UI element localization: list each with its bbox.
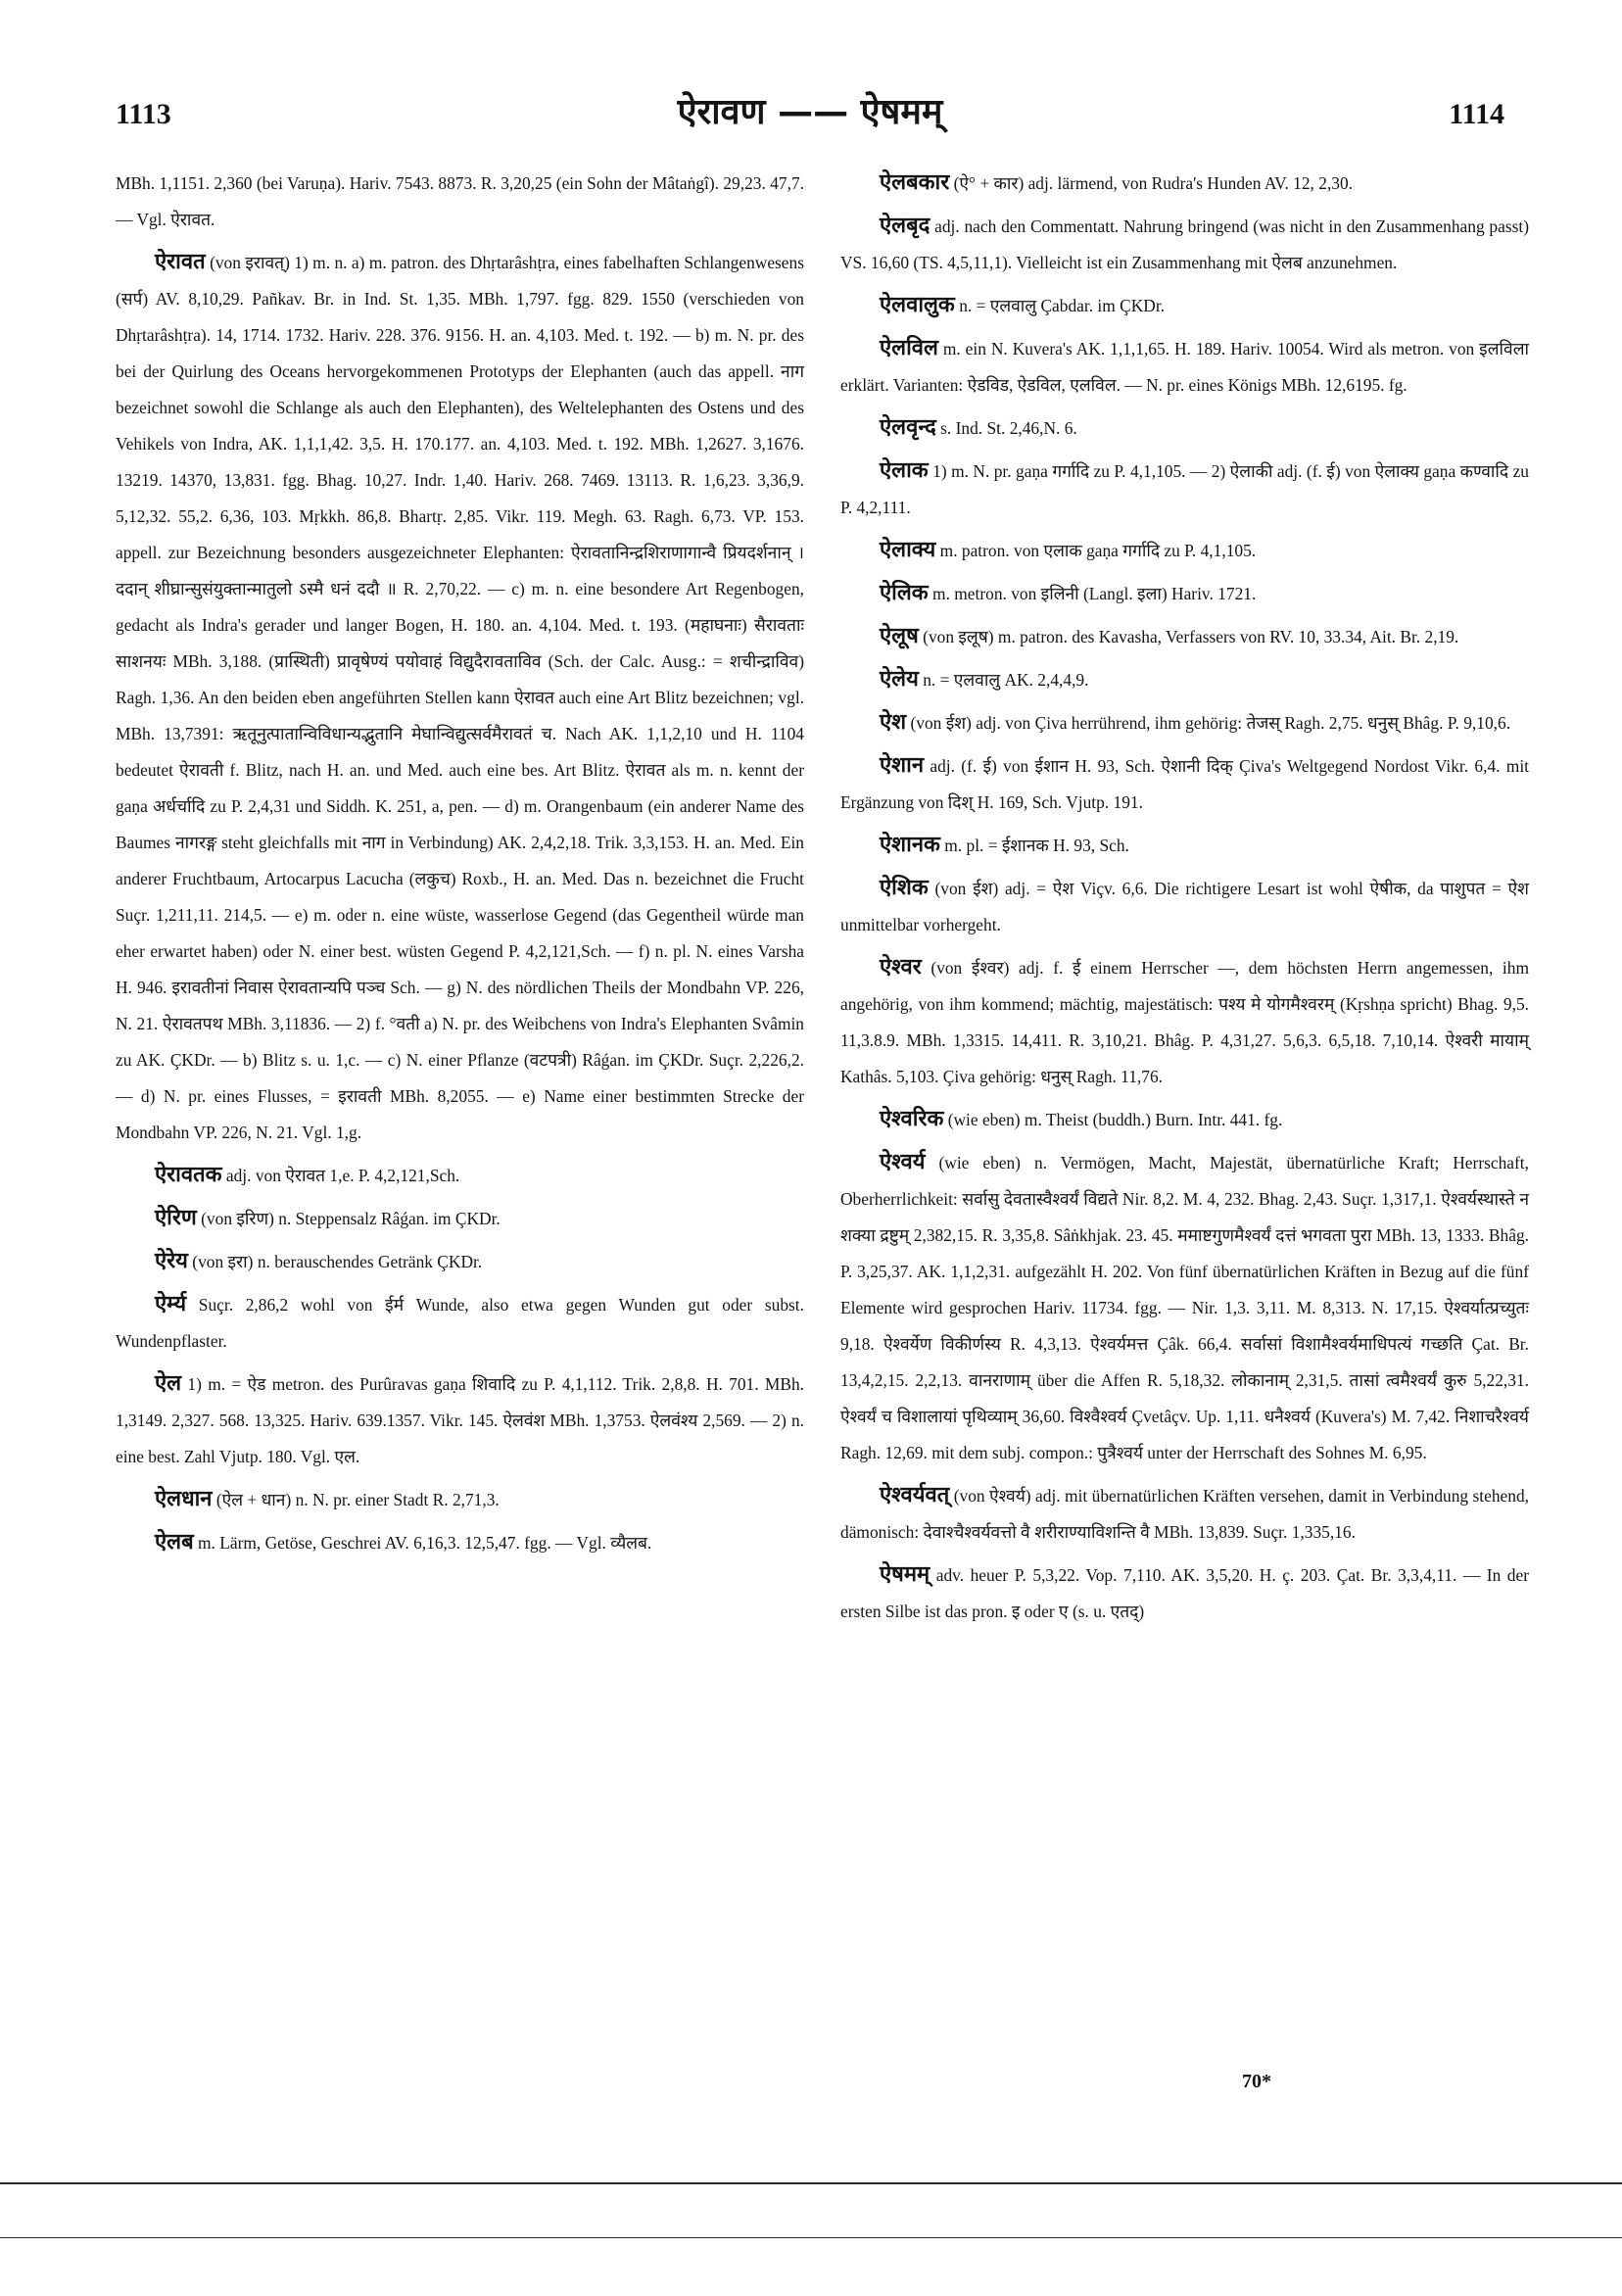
dictionary-entry bbox=[840, 165, 1529, 202]
entry-text: (ऐल + धान) n. N. pr. einer Stadt R. 2,71,3. bbox=[215, 1490, 500, 1509]
dictionary-entry bbox=[840, 409, 1529, 447]
entry-text: adj. von ऐरावत 1,e. P. 4,2,121,Sch. bbox=[225, 1166, 460, 1185]
entry-headword: ऐरावतक bbox=[155, 1163, 222, 1187]
entry-text: 1) m. = ऐड metron. des Purûravas gaṇa शिवादि zu P. 4,1,112. Trik. 2,8,8. H. 701. MBh. 1,3149. 2,327. 568. 13,325. Hariv. 639.1357. Vikr. 145. ऐलवंश MBh. 1,3753. ऐलवंश्य 2,569. — 2) n. eine best. Zahl Vjutp. 180. Vgl. एल. bbox=[116, 1374, 804, 1466]
entry-headword: ऐशानक bbox=[880, 833, 940, 857]
entry-text: n. = एलवालु AK. 2,4,4,9. bbox=[923, 670, 1089, 690]
entry-text: (von ईश) adj. = ऐश Viçv. 6,6. Die richtigere Lesart ist wohl ऐषीक, da पाशुपत = ऐश unmittelbar vorhergeht. bbox=[840, 879, 1529, 934]
entry-text: (wie eben) m. Theist (buddh.) Burn. Intr. 441. fg. bbox=[947, 1110, 1283, 1129]
dictionary-entry bbox=[840, 618, 1529, 655]
bottom-rule-thin bbox=[0, 2237, 1622, 2238]
entry-headword: ऐलवृन्द bbox=[880, 415, 936, 440]
entry-headword: ऐलूष bbox=[880, 624, 919, 648]
entry-headword: ऐश्वर्य bbox=[880, 1150, 926, 1174]
dictionary-entry bbox=[116, 165, 804, 238]
entry-headword: ऐर्म्य bbox=[155, 1292, 187, 1316]
entry-text: (von इलूष) m. patron. des Kavasha, Verfassers von RV. 10, 33.34, Ait. Br. 2,19. bbox=[923, 627, 1459, 646]
left-column bbox=[116, 165, 804, 1567]
signature-mark: 70* bbox=[1242, 2071, 1271, 2092]
entry-headword: ऐलेय bbox=[880, 667, 919, 692]
dictionary-entry bbox=[116, 1524, 804, 1561]
entry-headword: ऐलिक bbox=[880, 581, 929, 605]
entry-headword: ऐलाक bbox=[880, 458, 929, 483]
entry-text: (von इरावत्) 1) m. n. a) m. patron. des Dhṛtarâshṭra, eines fabelhaften Schlangenwesens (सर्प) AV. 8,10,29. Pañkav. Br. in Ind. St. 1,35. MBh. 1,797. fgg. 829. 1550 (verschieden von Dhṛtarâshṭra). 14, 1714. 1732. Hariv. 228. 376. 9156. H. an. 4,103. Med. t. 192. — b) m. N. pr. des bei der Quirlung des Oceans hervorgekommenen Prototyps der Elephanten (auch das appell. नाग bezeichnet sowohl die Schlange als auch den Elephanten), des Weltelephanten des Ostens und des Vehikels von Indra, AK. 1,1,1,42. 3,5. H. 170.177. an. 4,103. Med. t. 192. MBh. 1,2627. 3,1676. 13219. 14370, 13,831. fgg. Bhag. 10,27. Indr. 1,40. Hariv. 268. 7469. 13113. R. 1,6,23. 3,36,9. 5,12,32. 55,2. 6,36, 103. Mṛkkh. 86,8. Bhartṛ. 2,85. Vikr. 119. Megh. 63. Ragh. 6,73. VP. 153. appell. zur Bezeichnung besonders ausgezeichneter Elephanten: ऐरावतानिन्द्रशिराणागान्वै प्रियदर्शनान् । ददान् शीघ्रान्सुसंयुक्तान्मातुलो ऽस्मै धनं ददौ ॥ R. 2,70,22. — c) m. n. eine besondere Art Regenbogen, gedacht als Indra's gerader und langer Bogen, H. 180. an. 4,104. Med. t. 193. (महाघनाः) सैरावताः साशनयः MBh. 3,188. (प्रास्थिती) प्रावृषेण्यं पयोवाहं विद्युदैरावताविव (Sch. der Calc. Ausg.: = शचीन्द्राविव) Ragh. 1,36. An den beiden eben angeführten Stellen kann ऐरावत auch eine Art Blitz bezeichnen; vgl. MBh. 13,7391: ऋतूनुत्पातान्विविधान्यद्भुतानि मेघान्विद्युत्सर्वमैरावतं च. Nach AK. 1,1,2,10 und H. 1104 bedeutet ऐरावती f. Blitz, nach H. an. und Med. auch eine bes. Art Blitz. ऐरावत als m. n. kennt der gaṇa अर्धर्चादि zu P. 2,4,31 und Siddh. K. 251, a, pen. — d) m. Orangenbaum (ein anderer Name des Baumes नागरङ्ग steht gleichfalls mit नाग in Verbindung) AK. 2,4,2,18. Trik. 3,3,153. H. an. Med. Ein anderer Fruchtbaum, Artocarpus Lacucha (लकुच) Roxb., H. an. Med. Das n. bezeichnet die Frucht Suçr. 1,211,11. 214,5. — e) m. oder n. eine wüste, wasserlose Gegend (das Gegentheil würde man eher erwartet haben) oder N. einer best. wüsten Gegend P. 4,2,121,Sch. — f) n. pl. N. eines Varsha H. 946. इरावतीनां निवास ऐरावतान्यपि पञ्च Sch. — g) N. des nördlichen Theils der Mondbahn VP. 226, N. 21. ऐरावतपथ MBh. 3,11836. — 2) f. °वती a) N. pr. des Weibchens von Indra's Elephanten Svâmin zu AK. ÇKDr. — b) Blitz s. u. 1,c. — c) N. einer Pflanze (वटपत्री) Râǵan. im ÇKDr. Suçr. 2,226,2. — d) N. pr. eines Flusses, = इरावती MBh. 8,2055. — e) Name einer bestimmten Strecke der Mondbahn VP. 226, N. 21. Vgl. 1,g. bbox=[116, 253, 804, 1142]
entry-text: adj. (f. ई) von ईशान H. 93, Sch. ऐशानी दिक् Çiva's Weltgegend Nordost Vikr. 6,4. mit Ergänzung von दिश् H. 169, Sch. Vjutp. 191. bbox=[840, 756, 1529, 812]
entry-headword: ऐश्वरिक bbox=[880, 1107, 944, 1131]
entry-text: (von इरिण) n. Steppensalz Râǵan. im ÇKDr. bbox=[201, 1209, 501, 1228]
dictionary-entry bbox=[840, 575, 1529, 612]
entry-headword: ऐलविल bbox=[880, 336, 938, 360]
entry-text: n. = एलवालु Çabdar. im ÇKDr. bbox=[959, 296, 1166, 315]
page-header bbox=[116, 86, 1504, 145]
entry-text: 1) m. N. pr. gaṇa गर्गादि zu P. 4,1,105. — 2) ऐलाकी adj. (f. ई) von ऐलाक्य gaṇa कण्वादि zu P. 4,2,111. bbox=[840, 461, 1529, 517]
dictionary-entry bbox=[840, 453, 1529, 526]
entry-headword: ऐलब bbox=[155, 1530, 194, 1555]
entry-headword: ऐलबृद bbox=[880, 214, 930, 238]
bottom-rule bbox=[0, 2182, 1622, 2184]
entry-text: (wie eben) n. Vermögen, Macht, Majestät, übernatürliche Kraft; Herrschaft, Oberherrlichkeit: सर्वासु देवतास्वैश्वर्यं विद्यते Nir. 8,2. M. 4, 232. Bhag. 2,43. Suçr. 1,317,1. ऐश्वर्यस्थास्ते न शक्या द्रष्टुम् 2,382,15. R. 3,35,8. Sâṅkhjak. 23. 45. ममाष्टगुणमैश्वर्यं दत्तं भगवता पुरा MBh. 13, 1333. Bhâg. P. 3,25,37. AK. 1,1,2,31. aufgezählt H. 202. Von fünf übernatürlichen Kräften in Bezug auf die fünf Elemente wird gesprochen Hariv. 11734. fgg. — Nir. 1,3. 3,11. M. 8,313. N. 17,15. ऐश्वर्यात्प्रच्युतः 9,18. ऐश्वर्येण विकीर्णस्य R. 4,3,13. ऐश्वर्यमत्त Çâk. 66,4. सर्वासां विशामैश्वर्यमाधिपत्यं गच्छति Çat. Br. 13,4,2,15. 2,2,13. वानराणाम् über die Affen R. 5,18,32. लोकानाम् 2,31,5. तासां त्वमैश्वर्यं कुरु 5,22,31. ऐश्वर्यं च विशालायां पृथिव्याम् 36,60. विश्वैश्वर्य Çvetâçv. Up. 1,11. धनैश्वर्य (Kuvera's) M. 7,42. निशाचरैश्वर्य Ragh. 12,69. mit dem subj. compon.: पुत्रैश्वर्य unter der Herrschaft des Sohnes M. 6,95. bbox=[840, 1153, 1529, 1462]
entry-text: m. pl. = ईशानक H. 93, Sch. bbox=[944, 836, 1129, 855]
dictionary-entry bbox=[116, 1286, 804, 1360]
left-page-number: 1113 bbox=[116, 98, 171, 130]
dictionary-entry bbox=[840, 1477, 1529, 1551]
entry-headword: ऐश्वर्यवत् bbox=[880, 1483, 950, 1507]
dictionary-entry bbox=[840, 1101, 1529, 1138]
entry-headword: ऐषमम् bbox=[880, 1562, 930, 1587]
entry-text: adj. nach den Commentatt. Nahrung bringend (was nicht in den Zusammenhang passt) VS. 16,60 (TS. 4,5,11,1). Vielleicht ist ein Zusammenhang mit ऐलब anzunehmen. bbox=[840, 216, 1529, 272]
entry-text: (von ईश) adj. von Çiva herrührend, ihm gehörig: तेजस् Ragh. 2,75. धनुस् Bhâg. P. 9,10,6. bbox=[910, 713, 1511, 733]
dictionary-entry bbox=[116, 1365, 804, 1475]
entry-text: m. patron. von एलाक gaṇa गर्गादि zu P. 4,1,105. bbox=[939, 541, 1257, 560]
entry-text: (von ईश्वर) adj. f. ई einem Herrscher —, dem höchsten Herrn angemessen, ihm angehörig, von ihm kommend; mächtig, majestätisch: पश्य मे योगमैश्वरम् (Kṛshṇa spricht) Bhag. 9,5. 11,3.8.9. MBh. 1,3315. 14,411. R. 3,10,21. Bhâg. P. 4,31,27. 5,6,3. 6,5,18. 7,10,14. ऐश्वरी मायाम् Kathâs. 5,103. Çiva gehörig: धनुस् Ragh. 11,76. bbox=[840, 958, 1529, 1086]
entry-text: (ऐ° + कार) adj. lärmend, von Rudra's Hunden AV. 12, 2,30. bbox=[953, 173, 1354, 193]
dictionary-entry bbox=[840, 208, 1529, 281]
entry-text: m. metron. von इलिनी (Langl. इला) Hariv. 1721. bbox=[932, 584, 1257, 603]
entry-headword: ऐलबकार bbox=[880, 170, 950, 195]
dictionary-entry bbox=[116, 1200, 804, 1237]
entry-headword: ऐलधान bbox=[155, 1487, 213, 1511]
dictionary-entry bbox=[840, 661, 1529, 698]
dictionary-entry bbox=[116, 1157, 804, 1194]
dictionary-entry bbox=[116, 1243, 804, 1280]
dictionary-entry bbox=[116, 244, 804, 1151]
entry-headword: ऐरिण bbox=[155, 1206, 197, 1230]
right-page-number: 1114 bbox=[1449, 98, 1504, 130]
dictionary-entry bbox=[840, 330, 1529, 404]
entry-text: (von इरा) n. berauschendes Getränk ÇKDr. bbox=[192, 1252, 483, 1271]
entry-headword: ऐश्वर bbox=[880, 955, 922, 980]
dictionary-entry bbox=[840, 287, 1529, 324]
entry-headword: ऐलवालुक bbox=[880, 293, 955, 317]
dictionary-entry bbox=[840, 704, 1529, 741]
entry-headword: ऐल bbox=[155, 1371, 182, 1396]
entry-text: m. Lärm, Getöse, Geschrei AV. 6,16,3. 12,5,47. fgg. — Vgl. व्यैलब. bbox=[198, 1533, 652, 1553]
dictionary-entry bbox=[840, 870, 1529, 943]
entry-text: s. Ind. St. 2,46,N. 6. bbox=[940, 418, 1077, 438]
dictionary-entry bbox=[840, 532, 1529, 569]
entry-text: (von ऐश्वर्य) adj. mit übernatürlichen Kräften versehen, damit in Verbindung stehend, dämonisch: देवाश्चैश्वर्यवत्तो वै शरीराण्याविशन्ति वै MBh. 13,839. Suçr. 1,335,16. bbox=[840, 1486, 1529, 1542]
dictionary-entry bbox=[840, 827, 1529, 864]
entry-headword: ऐरावत bbox=[155, 250, 206, 274]
entry-text: Suçr. 2,86,2 wohl von ईर्म Wunde, also etwa gegen Wunden gut oder subst. Wundenpflaster. bbox=[116, 1295, 804, 1351]
entry-text: adv. heuer P. 5,3,22. Vop. 7,110. AK. 3,5,20. H. ç. 203. Çat. Br. 3,3,4,11. — In der ersten Silbe ist das pron. इ oder ए (s. u. एतद्) bbox=[840, 1565, 1530, 1621]
entry-headword: ऐशिक bbox=[880, 876, 929, 900]
dictionary-entry bbox=[840, 747, 1529, 821]
entry-text: m. ein N. Kuvera's AK. 1,1,1,65. H. 189. Hariv. 10054. Wird als metron. von इलविला erklärt. Varianten: ऐडविड, ऐडविल, एलविल. — N. pr. eines Königs MBh. 12,6195. fg. bbox=[840, 339, 1529, 395]
dictionary-entry bbox=[840, 1144, 1529, 1471]
dictionary-entry bbox=[840, 1556, 1529, 1630]
dictionary-entry bbox=[840, 949, 1529, 1095]
running-head: ऐरावण —— ऐषमम् bbox=[677, 92, 943, 132]
entry-headword: ऐशान bbox=[880, 753, 925, 778]
entry-headword: ऐरेय bbox=[155, 1249, 188, 1273]
entry-headword: ऐलाक्य bbox=[880, 538, 936, 562]
dictionary-entry bbox=[116, 1481, 804, 1518]
right-column bbox=[840, 165, 1529, 1636]
entry-text: MBh. 1,1151. 2,360 (bei Varuṇa). Hariv. 7543. 8873. R. 3,20,25 (ein Sohn der Mâtaṅgî). 29,23. 47,7. — Vgl. ऐरावत. bbox=[116, 173, 804, 229]
entry-headword: ऐश bbox=[880, 710, 907, 735]
